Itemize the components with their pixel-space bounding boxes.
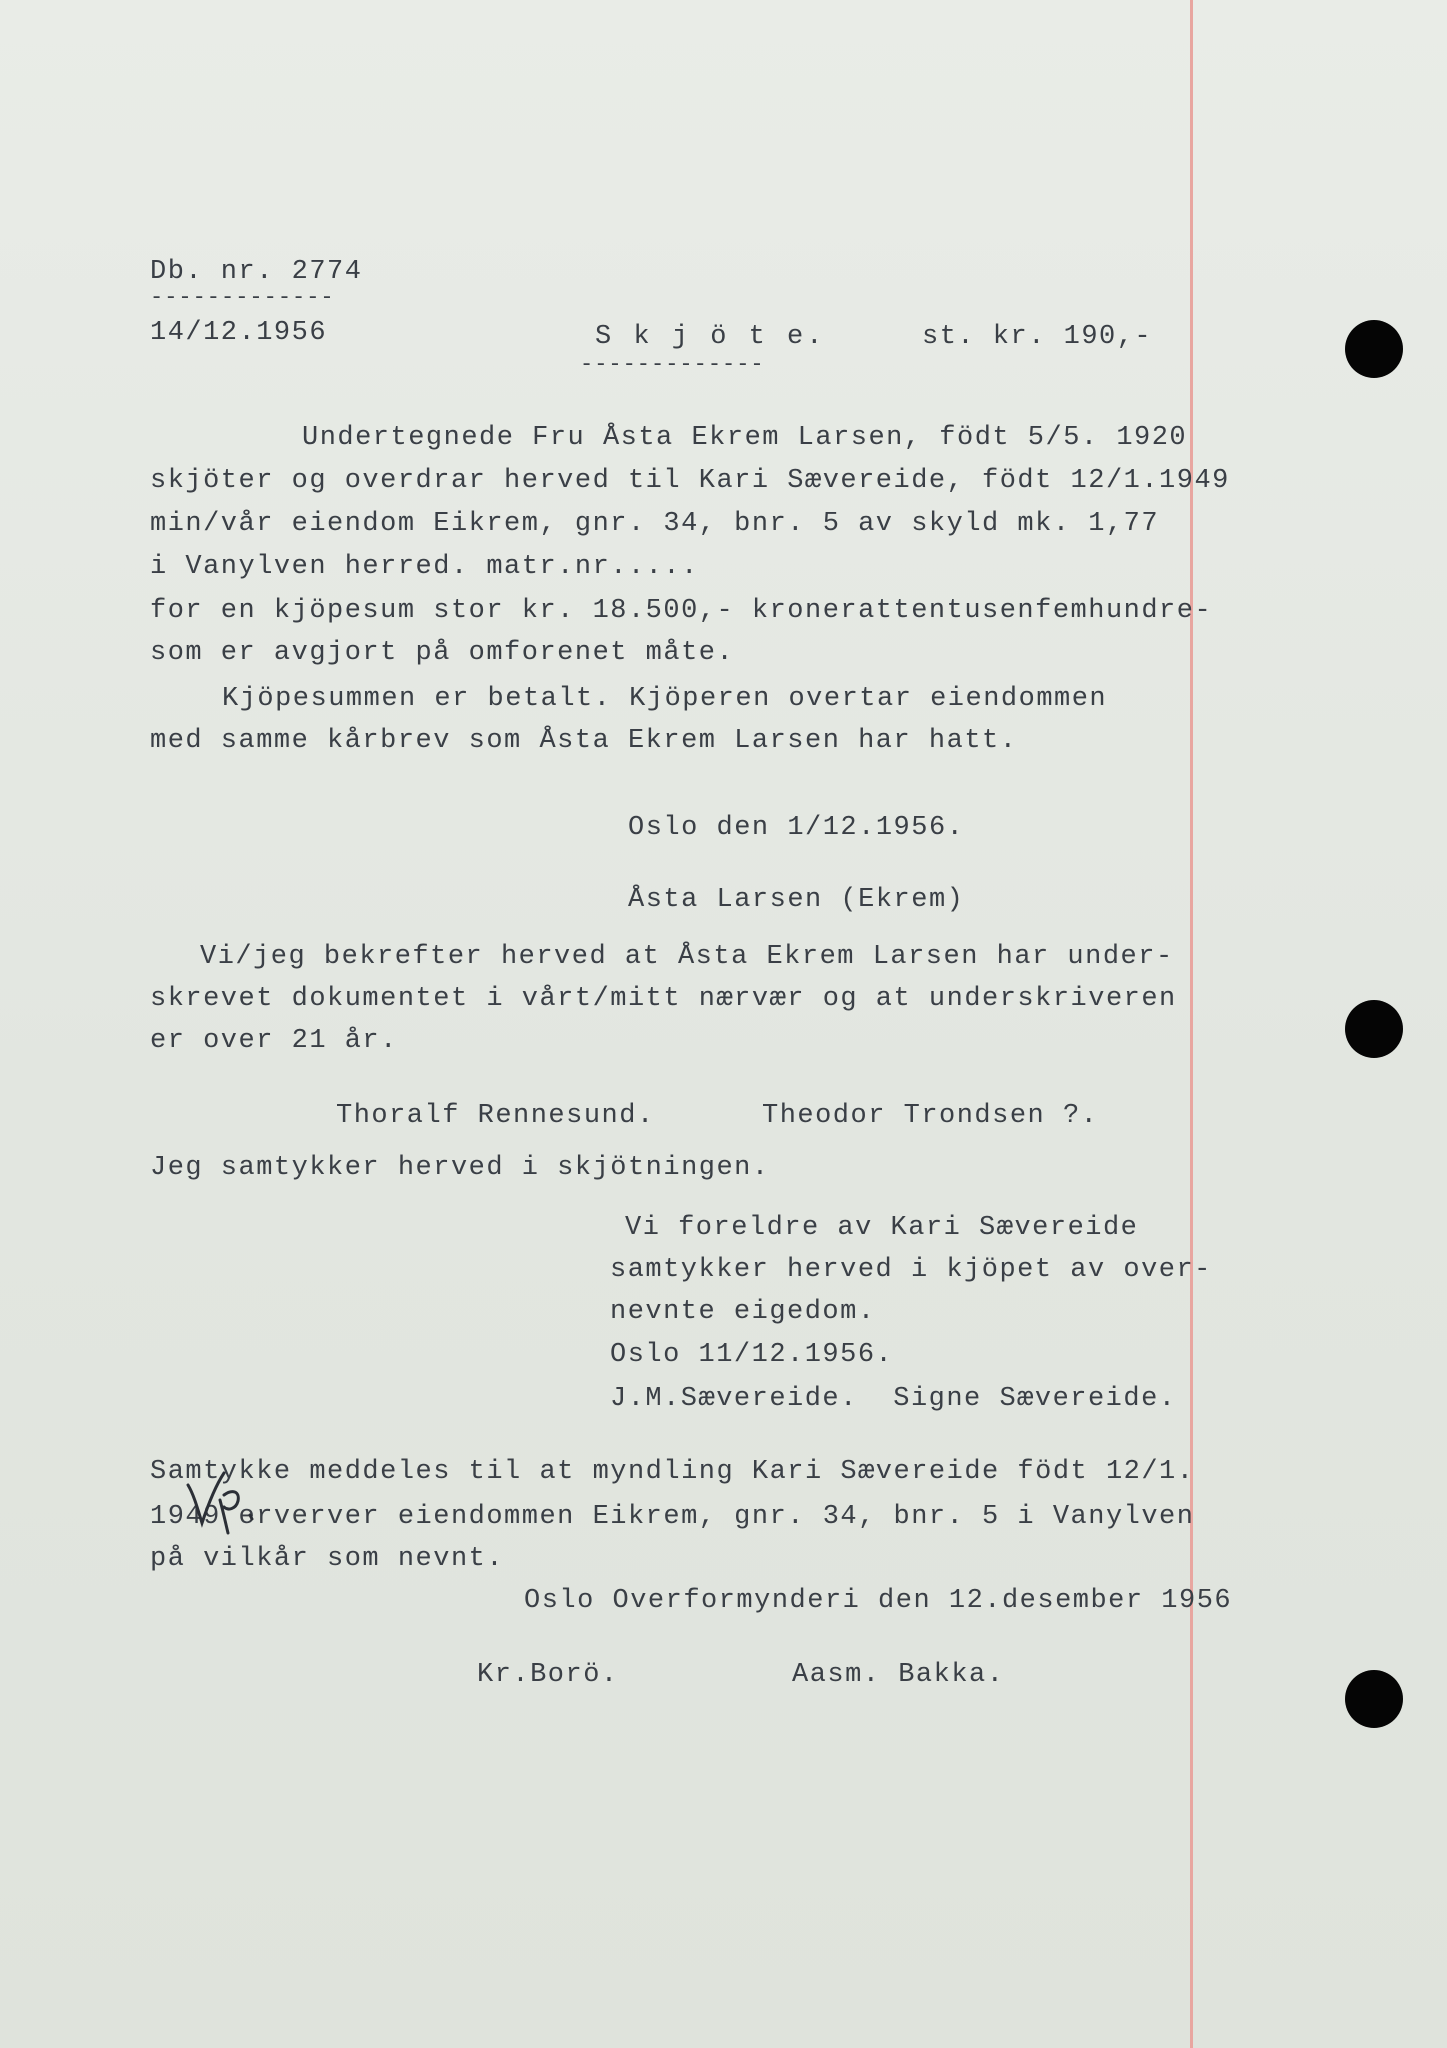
doc-number-rule: ------------- (150, 285, 335, 310)
paragraph-line: med samme kårbrev som Åsta Ekrem Larsen har hatt. (150, 726, 1018, 756)
witness-line: skrevet dokumentet i vårt/mitt nærvær og at underskriveren (150, 984, 1177, 1014)
handwritten-initials (180, 1455, 300, 1535)
signer-name: Åsta Larsen (Ekrem) (628, 885, 965, 915)
place-date: Oslo Overformynderi den 12.desember 1956 (524, 1586, 1233, 1616)
witness-name: Thoralf Rennesund. (336, 1101, 655, 1131)
parents-consent-line: J.M.Sævereide. Signe Sævereide. (610, 1384, 1177, 1414)
doc-title-rule: ------------- (580, 352, 765, 377)
place-date: Oslo den 1/12.1956. (628, 813, 965, 843)
doc-number: Db. nr. 2774 (150, 257, 363, 287)
official-name: Kr.Borö. (477, 1660, 619, 1690)
paragraph-line: skjöter og overdrar herved til Kari Sævereide, födt 12/1.1949 (150, 466, 1230, 496)
punch-hole (1345, 1000, 1403, 1058)
parents-consent-line: samtykker herved i kjöpet av over- (610, 1255, 1212, 1285)
stamp-fee: st. kr. 190,- (922, 322, 1153, 352)
punch-hole (1345, 1670, 1403, 1728)
paragraph-line: min/vår eiendom Eikrem, gnr. 34, bnr. 5 av skyld mk. 1,77 (150, 509, 1160, 539)
parents-consent-line: Oslo 11/12.1956. (610, 1340, 894, 1370)
punch-hole (1345, 320, 1403, 378)
parents-consent-line: nevnte eigedom. (610, 1297, 876, 1327)
paragraph-line: Undertegnede Fru Åsta Ekrem Larsen, födt 5/5. 1920 (302, 423, 1188, 453)
paragraph-line: i Vanylven herred. matr.nr..... (150, 552, 699, 582)
guardian-line: på vilkår som nevnt. (150, 1544, 505, 1574)
margin-line (1190, 0, 1193, 2048)
witness-line: er over 21 år. (150, 1026, 398, 1056)
official-name: Aasm. Bakka. (792, 1660, 1005, 1690)
guardian-line: 1949 erverver eiendommen Eikrem, gnr. 34, bnr. 5 i Vanylven (150, 1502, 1195, 1532)
paragraph-line: Kjöpesummen er betalt. Kjöperen overtar eiendommen (222, 684, 1108, 714)
paragraph-line: som er avgjort på omforenet måte. (150, 638, 735, 668)
paragraph-line: for en kjöpesum stor kr. 18.500,- kronerattentusenfemhundre- (150, 596, 1213, 626)
witness-line: Vi/jeg bekrefter herved at Åsta Ekrem Larsen har under- (200, 942, 1174, 972)
parents-consent-line: Vi foreldre av Kari Sævereide (625, 1213, 1139, 1243)
witness-name: Theodor Trondsen ?. (762, 1101, 1099, 1131)
guardian-line: Samtykke meddeles til at myndling Kari Sævereide födt 12/1. (150, 1457, 1195, 1487)
doc-title: S k j ö t e. (595, 322, 826, 352)
doc-date: 14/12.1956 (150, 318, 328, 348)
consent-line: Jeg samtykker herved i skjötningen. (150, 1153, 770, 1183)
